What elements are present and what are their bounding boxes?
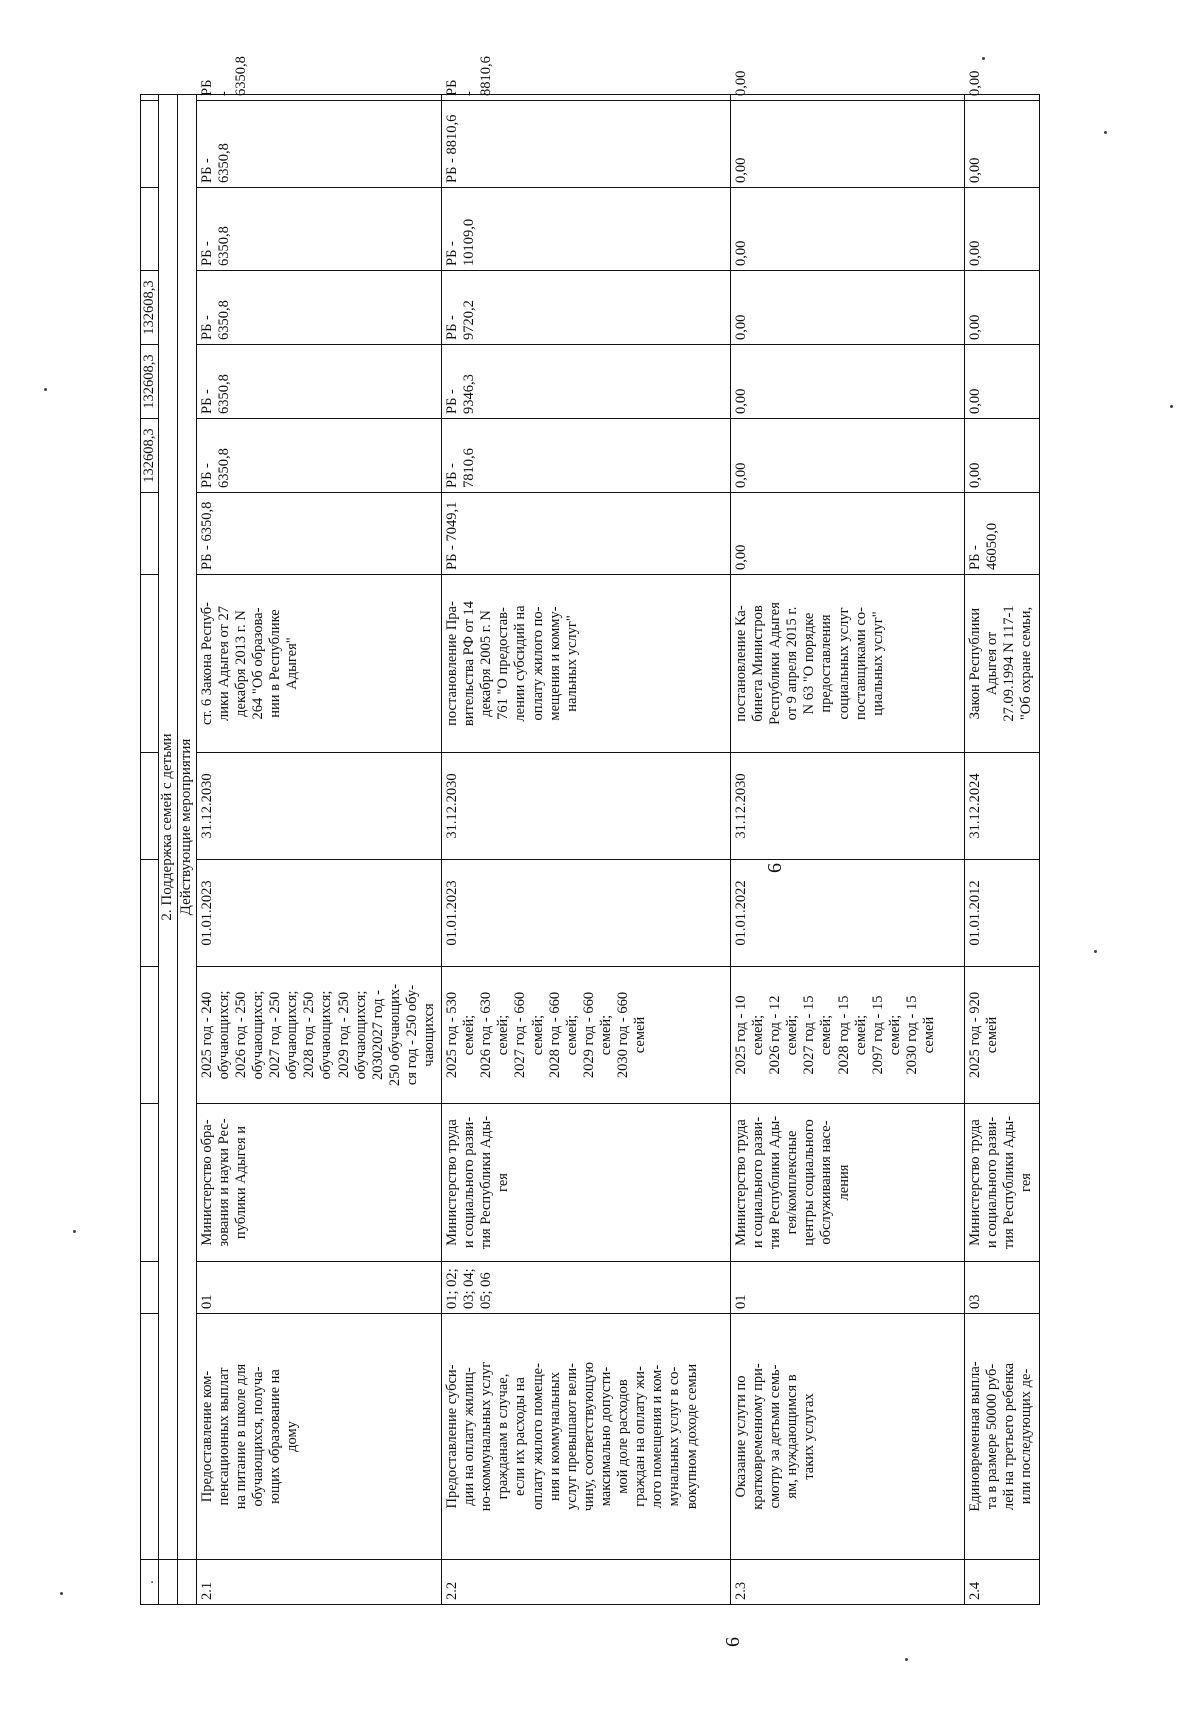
scan-speck: [905, 1658, 908, 1661]
basis-cell: постановление Пра- вительства РФ от 14 декабря 2005 г. N 761 "О предостав- лении субсидий на оплату жилого по- мещения и комму- нальных услуг": [441, 575, 730, 753]
amount-cell: РБ - 10109,0: [441, 188, 730, 271]
measure-name: Предоставление ком- пенсационных выплат на питание в школе для обучающихся, получа- ющих образование на дому: [196, 1314, 441, 1560]
amount-cell: 0,00: [964, 101, 1039, 188]
amount-cell: РБ - 8810,6: [441, 101, 730, 188]
section-cell: [159, 1560, 178, 1605]
rotated-table-wrapper: [140, 56, 1040, 1605]
measures-table: [140, 56, 1040, 1605]
header-cell: [141, 1262, 159, 1314]
basis-cell: Закон Республики Адыгея от 27.09.1994 N 117-1 "Об охране семьи,: [964, 575, 1039, 753]
executor-cell: Министерство труда и социального разви- тия Республики Ады- гея: [964, 1104, 1039, 1262]
indicator-cell: 2025 год - 530 семей; 2026 год - 630 семей; 2027 год - 660 семей; 2028 год - 660 семей; 2029 год - 660 семей; 2030 год - 660 семей: [441, 967, 730, 1104]
header-row: [141, 95, 159, 1605]
codes-cell: 01: [730, 1262, 964, 1314]
scan-speck: [60, 1592, 63, 1595]
header-cell-dot: .: [141, 1560, 159, 1605]
table-row: [730, 95, 964, 1605]
subsection-title: Действующие мероприятия: [177, 95, 196, 1560]
header-cell: [141, 188, 159, 271]
scan-speck: [982, 57, 985, 60]
measure-name: Оказание услуги по кратковременному при- смотру за детьми семь- ям, нуждающимся в таких услугах: [730, 1314, 964, 1560]
start-date: 01.01.2023: [441, 860, 730, 967]
header-cell: [141, 860, 159, 967]
executor-cell: Министерство труда и социального разви- тия Республики Ады- гея: [441, 1104, 730, 1262]
executor-cell: Министерство обра- зования и науки Рес- публики Адыгея и: [196, 1104, 441, 1262]
indicator-cell: 2025 год - 10 семей; 2026 год - 12 семей; 2027 год - 15 семей; 2028 год - 15 семей; 2097 год - 15 семей; 2030 год - 15 семей: [730, 967, 964, 1104]
subsection-cell: [177, 1560, 196, 1605]
amount-cell: РБ - 7049,1: [441, 493, 730, 575]
amount-cell: РБ - 6350,8: [196, 95, 441, 101]
executor-cell: Министерство труда и социального разви- тия Республики Ады- гея/комплексные центры социального обслуживания насе- ления: [730, 1104, 964, 1262]
start-date: 01.01.2023: [196, 860, 441, 967]
section-title: 2. Поддержка семей с детьми: [159, 95, 178, 1560]
end-date: 31.12.2030: [441, 753, 730, 860]
header-cell: [141, 753, 159, 860]
header-cell: [141, 101, 159, 188]
scan-speck: [1170, 405, 1173, 408]
amount-cell: 0,00: [730, 101, 964, 188]
indicator-cell: 2025 год - 240 обучающихся; 2026 год - 250 обучающихся; 2027 год - 250 обучающихся; 2028 год - 250 обучающихся; 2029 год - 250 обучающихся; 20302027 год - 250 обучающих- ся год - 250 обу- чающихся: [196, 967, 441, 1104]
amount-cell: 0,00: [730, 271, 964, 345]
codes-cell: 03: [964, 1262, 1039, 1314]
table-row: [964, 95, 1039, 1605]
row-number: 2.2: [441, 1560, 730, 1605]
row-number: 2.3: [730, 1560, 964, 1605]
amount-cell: 0,00: [730, 345, 964, 419]
row-number: 2.1: [196, 1560, 441, 1605]
amount-cell: РБ - 6350,8: [196, 271, 441, 345]
amount-cell: РБ - 8810,6: [441, 95, 730, 101]
page-number-bottom: 6: [722, 1637, 744, 1647]
page-number-top: 6: [764, 863, 786, 873]
amount-cell: 0,00: [964, 95, 1039, 101]
amount-cell: 0,00: [964, 271, 1039, 345]
scan-speck: [1094, 950, 1097, 953]
amount-cell: 0,00: [730, 493, 964, 575]
scan-speck: [44, 388, 47, 391]
header-cell: [141, 575, 159, 753]
amount-cell: 0,00: [964, 419, 1039, 493]
codes-cell: 01; 02; 03; 04; 05; 06: [441, 1262, 730, 1314]
header-total-cell: 132608,3: [141, 345, 159, 419]
amount-cell: 0,00: [730, 95, 964, 101]
header-cell: [141, 1314, 159, 1560]
start-date: 01.01.2022: [730, 860, 964, 967]
row-number: 2.4: [964, 1560, 1039, 1605]
amount-cell: РБ - 46050,0: [964, 493, 1039, 575]
end-date: 31.12.2030: [730, 753, 964, 860]
header-cell: [141, 967, 159, 1104]
amount-cell: РБ - 6350,8: [196, 101, 441, 188]
amount-cell: РБ - 9346,3: [441, 345, 730, 419]
header-total-cell: 132608,3: [141, 271, 159, 345]
header-cell: [141, 1104, 159, 1262]
amount-cell: РБ - 6350,8: [196, 419, 441, 493]
amount-cell: 0,00: [730, 188, 964, 271]
measure-name: Единовременная выпла- та в размере 50000 руб- лей на третьего ребенка или последующих де-: [964, 1314, 1039, 1560]
section-row: [159, 95, 178, 1605]
amount-cell: 0,00: [964, 188, 1039, 271]
end-date: 31.12.2024: [964, 753, 1039, 860]
amount-cell: РБ - 7810,6: [441, 419, 730, 493]
amount-cell: РБ - 9720,2: [441, 271, 730, 345]
header-cell: [141, 95, 159, 101]
amount-cell: РБ - 6350,8: [196, 345, 441, 419]
header-total-cell: 132608,3: [141, 419, 159, 493]
amount-cell: 0,00: [964, 345, 1039, 419]
basis-cell: ст. 6 Закона Респуб- лики Адыгея от 27 декабря 2013 г. N 264 "Об образова- нии в Республике Адыгея": [196, 575, 441, 753]
scan-speck: [73, 1230, 76, 1233]
table-row: [196, 95, 441, 1605]
amount-cell: 0,00: [730, 419, 964, 493]
header-cell: [141, 493, 159, 575]
indicator-cell: 2025 год - 920 семей: [964, 967, 1039, 1104]
codes-cell: 01: [196, 1262, 441, 1314]
subsection-row: [177, 95, 196, 1605]
amount-cell: РБ - 6350,8: [196, 188, 441, 271]
amount-cell: РБ - 6350,8: [196, 493, 441, 575]
table-row: [441, 95, 730, 1605]
measure-name: Предоставление субси- дии на оплату жилищ- но-коммунальных услуг гражданам в случае, если их расходы на оплату жилого помеще- ния и коммунальных услуг превышают вели- чину, соответствующую максимально допусти- мой доле расходов граждан на оплату жи- лого помещения и ком- мунальных услуг в со- вокупном доходе семьи: [441, 1314, 730, 1560]
end-date: 31.12.2030: [196, 753, 441, 860]
start-date: 01.01.2012: [964, 860, 1039, 967]
basis-cell: постановление Ка- бинета Министров Республики Адыгея от 9 апреля 2015 г. N 63 "О порядке предоставления социальных услуг поставщиками со- циальных услуг": [730, 575, 964, 753]
scan-speck: [1104, 131, 1107, 134]
